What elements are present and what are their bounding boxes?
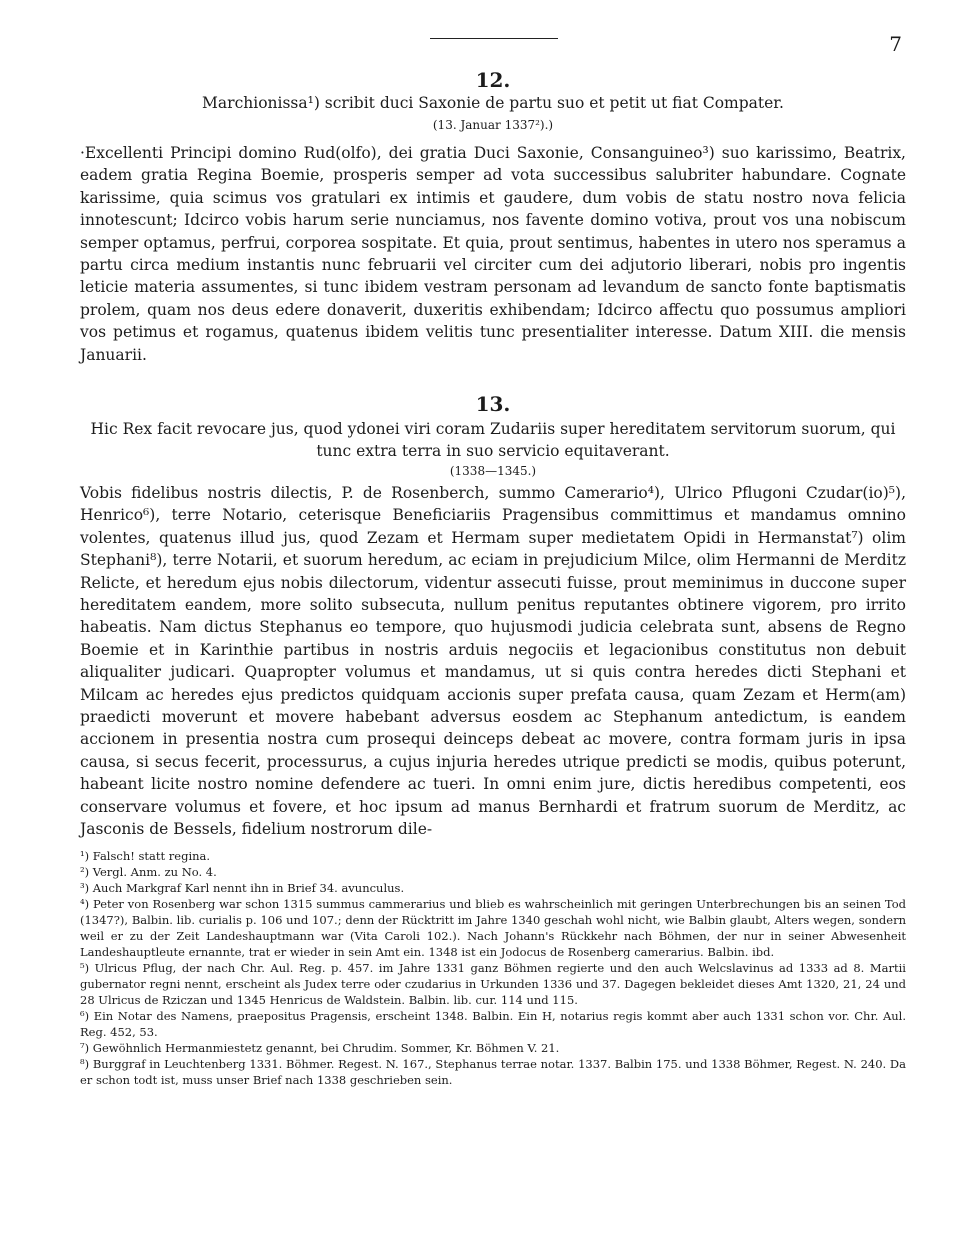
doc-13-summary-line1: Hic Rex facit revocare jus, quod ydonei viri coram Zudariis super hereditatem servitorum suorum, qui (90, 420, 896, 438)
doc-12-date: (13. Januar 1337²).) (432, 118, 554, 132)
doc-13-summary-line2: tunc extra terra in suo servicio equitaverant. (316, 442, 670, 460)
doc-13-number: 13. (475, 392, 511, 416)
doc-13-date: (1338—1345.) (449, 464, 537, 478)
doc-12-summary: Marchionissa¹) scribit duci Saxonie de partu suo et petit ut fiat Compater. (202, 94, 784, 112)
page-number: 7 (889, 32, 902, 56)
footnote-2: ²) Vergl. Anm. zu No. 4. (80, 865, 217, 879)
footnotes (80, 848, 906, 1088)
header-rule (430, 38, 558, 39)
footnote-3: ³) Auch Markgraf Karl nennt ihn in Brief 34. avunculus. (80, 881, 405, 895)
footnote-5: ⁵) Ulricus Pflug, der nach Chr. Aul. Reg. p. 457. im Jahre 1331 ganz Böhmen regierte und den auch Welcslavinus ad 1333 ad 8. Martii gubernator regni nennt, erscheint als Judex terre oder czudarius in Urkunden 1336 und 37. Dagegen bekleidet dieses Amt 1320, 21, 24 und 28 Ulricus de Rziczan und 1345 Henricus de Waldstein. Balbin. lib. cur. 114 und 115. (80, 961, 906, 1007)
footnote-1: ¹) Falsch! statt regina. (80, 849, 211, 863)
footnote-6: ⁶) Ein Notar des Namens, praepositus Pragensis, erscheint 1348. Balbin. Ein H, notarius regis kommt aber auch 1331 schon vor. Chr. Aul. Reg. 452, 53. (80, 1009, 906, 1039)
footnote-4: ⁴) Peter von Rosenberg war schon 1315 summus cammerarius und blieb es wahrscheinlich mit geringen Unterbrechungen bis an seinen Tod (1347?), Balbin. lib. curialis p. 106 und 107.; denn der Rücktritt im Jahre 1340 geschah wohl nicht, wie Balbin glaubt, Alters wegen, sondern weil er zu der Zeit Landeshauptmann war (Vita Caroli 102.). Nach Johann's Rückkehr nach Böhmen, der nur in seiner Abwesenheit Landeshauptleute ernannte, trat er wieder in sein Amt ein. 1348 ist ein Jodocus de Rosenberg camerarius. Balbin. ibd. (80, 897, 906, 959)
footnote-7: ⁷) Gewöhnlich Hermanmiestetz genannt, bei Chrudim. Sommer, Kr. Böhmen V. 21. (80, 1041, 560, 1055)
doc-13-text: Vobis fidelibus nostris dilectis, P. de Rosenberch, summo Camerario⁴), Ulrico Pflugoni Czudar(io)⁵), Henrico⁶), terre Notario, ceterisque Beneficiariis Pragensibus committimus et mandamus omnino volentes, quatenus illud jus, quod Zezam et Hermam super medietatem Opidi in Hermanstat⁷) olim Stephani⁸), terre Notarii, et suorum heredum, ac eciam in prejudicium Milce, olim Hermanni de Merditz Relicte, et heredum ejus nobis dilectorum, videntur assecuti fuisse, prout meminimus in duccone super hereditatem eandem, more solito subsecuta, nullum penitus reputantes obtinere vigorem, pro irrito habeatis. Nam dictus Stephanus eo tempore, quo hujusmodi judicia celebrata sunt, absens de Regno Boemie et in Karinthie partibus in nostris arduis negociis et legacionibus constitutus non debuit aliqualiter judicari. Quapropter volumus et mandamus, ut si quis contra heredes dicti Stephani et Milcam ac heredes ejus predictos quidquam accionis super prefata causa, quam Zezam et Herm(am) praedicti moverunt et movere habebant adversus eosdem ac Stephanum antedictum, is eandem accionem in presentia nostra cum prosequi deinceps debeat ac movere, contra formam juris in ipsa causa, si secus fecerit, processurus, a cujus injuria heredes utrique predicti se modis, quibus poterunt, habeant licite nostro nomine defendere ac tueri. In omni enim jure, dictis heredibus competenti, eos conservare volumus et fovere, et hoc ipsum ad manus Bernhardi et fratrum suorum de Merditz, ac Jasconis de Bessels, fidelium nostrorum dile- (80, 484, 906, 839)
footnote-8: ⁸) Burggraf in Leuchtenberg 1331. Böhmer. Regest. N. 167., Stephanus terrae notar. 1337. Balbin 175. und 1338 Böhmer, Regest. N. 240. Da er schon todt ist, muss unser Brief nach 1338 geschrieben sein. (80, 1057, 906, 1087)
doc-12-text: ·Excellenti Principi domino Rud(olfo), dei gratia Duci Saxonie, Consanguineo³) suo karissimo, Beatrix, eadem gratia Regina Boemie, prosperis semper ad vota successibus salubriter habundare. Cognate karissime, quia scimus vos gratulari ex intimis et gaudere, dum vobis de statu nostro nova felicia innotescunt; Idcirco vobis harum serie nunciamus, nos favente domino votiva, prout vos una nobiscum semper optamus, perfrui, corporea sospitate. Et quia, prout sentimus, habentes in utero nos speramus a partu circa medium instantis nunc februarii vel circiter cum dei adjutorio liberari, nobis pro ingentis leticie materia assumentes, si tunc ibidem vestram personam ad levandum de sancto fonte baptismatis prolem, quam nos deus edere donaverit, duxeritis exhibendam; Idcirco affectu quo possumus ampliori vos petimus et rogamus, quatenus ibidem velitis tunc presentialiter interesse. Datum XIII. die mensis Januarii. (80, 144, 906, 364)
doc-12-number: 12. (475, 68, 511, 92)
